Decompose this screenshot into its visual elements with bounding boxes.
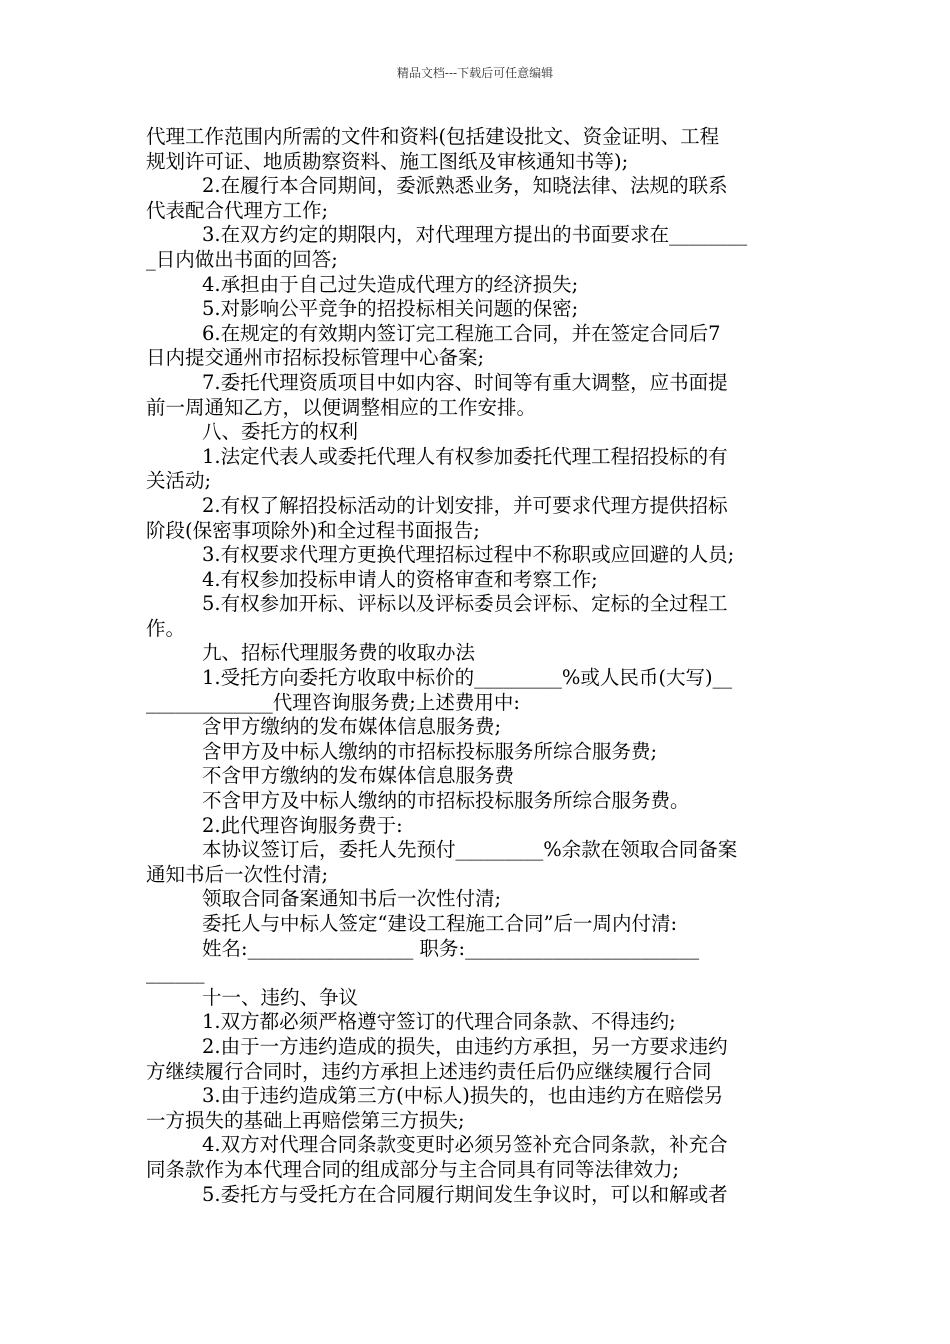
text-line: 2.有权了解招投标活动的计划安排，并可要求代理方提供招标 [202, 493, 728, 517]
text-line: 含甲方及中标人缴纳的市招标投标服务所综合服务费; [202, 739, 658, 763]
text-line: 日内提交通州市招标投标管理中心备案; [146, 346, 485, 370]
text-line: 1.法定代表人或委托代理人有权参加委托代理工程招投标的有 [202, 444, 728, 468]
text-line: 不含甲方及中标人缴纳的市招标投标服务所综合服务费。 [202, 789, 690, 813]
text-line: 6.在规定的有效期内签订完工程施工合同，并在签定合同后7 [202, 321, 721, 345]
text-line: 5.对影响公平竞争的招投标相关问题的保密; [202, 297, 579, 321]
text-line: 3.在双方约定的期限内，对代理理方提出的书面要求在________ [202, 223, 748, 247]
text-line: 委托人与中标人签定“建设工程施工合同”后一周内付清: [202, 912, 678, 935]
text-line: 规划许可证、地质勘察资料、施工图纸及审核通知书等); [146, 149, 629, 173]
text-line: 本协议签订后，委托人先预付_________%余款在领取合同备案 [202, 838, 738, 862]
text-line: ______ [146, 961, 205, 985]
text-line: 含甲方缴纳的发布媒体信息服务费; [202, 715, 502, 739]
text-line: 3.有权要求代理方更换代理招标过程中不称职或应回避的人员; [202, 543, 735, 567]
document-body [146, 125, 811, 1207]
text-line: 4.双方对代理合同条款变更时必须另签补充合同条款，补充合 [202, 1133, 728, 1157]
text-line: 1.受托方向委托方收取中标价的_________%或人民币(大写)__ [202, 666, 733, 690]
text-line: 代理工作范围内所需的文件和资料(包括建设批文、资金证明、工程 [146, 125, 720, 148]
text-line: 前一周通知乙方，以便调整相应的工作安排。 [146, 395, 537, 419]
text-line: 5.有权参加开标、评标以及评标委员会评标、定标的全过程工 [202, 592, 728, 616]
text-line: 5.委托方与受托方在合同履行期间发生争议时，可以和解或者 [202, 1182, 728, 1206]
text-line: 方继续履行合同时，违约方承担上述违约责任后仍应继续履行合同 [146, 1059, 712, 1083]
text-line: 领取合同备案通知书后一次性付清; [202, 887, 502, 911]
text-line: 八、委托方的权利 [202, 420, 359, 444]
text-line: _____________代理咨询服务费;上述费用中: [146, 690, 520, 714]
text-line: 同条款作为本代理合同的组成部分与主合同具有同等法律效力; [146, 1157, 680, 1181]
text-line: 2.由于一方违约造成的损失，由违约方承担，另一方要求违约 [202, 1034, 728, 1058]
text-line: 不含甲方缴纳的发布媒体信息服务费 [202, 764, 515, 788]
text-line: 姓名:_________________ 职务:________________________ [202, 936, 700, 960]
text-line: 作。 [146, 616, 186, 640]
page-header: 精品文档---下载后可任意编辑 [396, 66, 554, 80]
text-line: 3.由于违约造成第三方(中标人)损失的，也由违约方在赔偿另 [202, 1084, 724, 1108]
text-line: 7.委托代理资质项目中如内容、时间等有重大调整，应书面提 [202, 370, 728, 394]
text-line: 关活动; [146, 469, 212, 493]
text-line: 阶段(保密事项除外)和全过程书面报告; [146, 518, 480, 542]
text-line: 通知书后一次性付清; [146, 862, 329, 886]
text-line: 九、招标代理服务费的收取办法 [202, 641, 476, 665]
text-line: _日内做出书面的回答; [146, 247, 338, 271]
text-line: 4.有权参加投标申请人的资格审查和考察工作; [202, 567, 598, 591]
text-line: 代表配合代理方工作; [146, 198, 329, 222]
text-line: 一方损失的基础上再赔偿第三方损失; [146, 1108, 465, 1132]
text-line: 2.在履行本合同期间，委派熟悉业务，知晓法律、法规的联系 [202, 174, 728, 198]
text-line: 2.此代理咨询服务费于: [202, 813, 403, 837]
text-line: 1.双方都必须严格遵守签订的代理合同条款、不得违约; [202, 1010, 676, 1034]
text-line: 十一、违约、争议 [202, 985, 359, 1009]
text-line: 4.承担由于自己过失造成代理方的经济损失; [202, 272, 579, 296]
